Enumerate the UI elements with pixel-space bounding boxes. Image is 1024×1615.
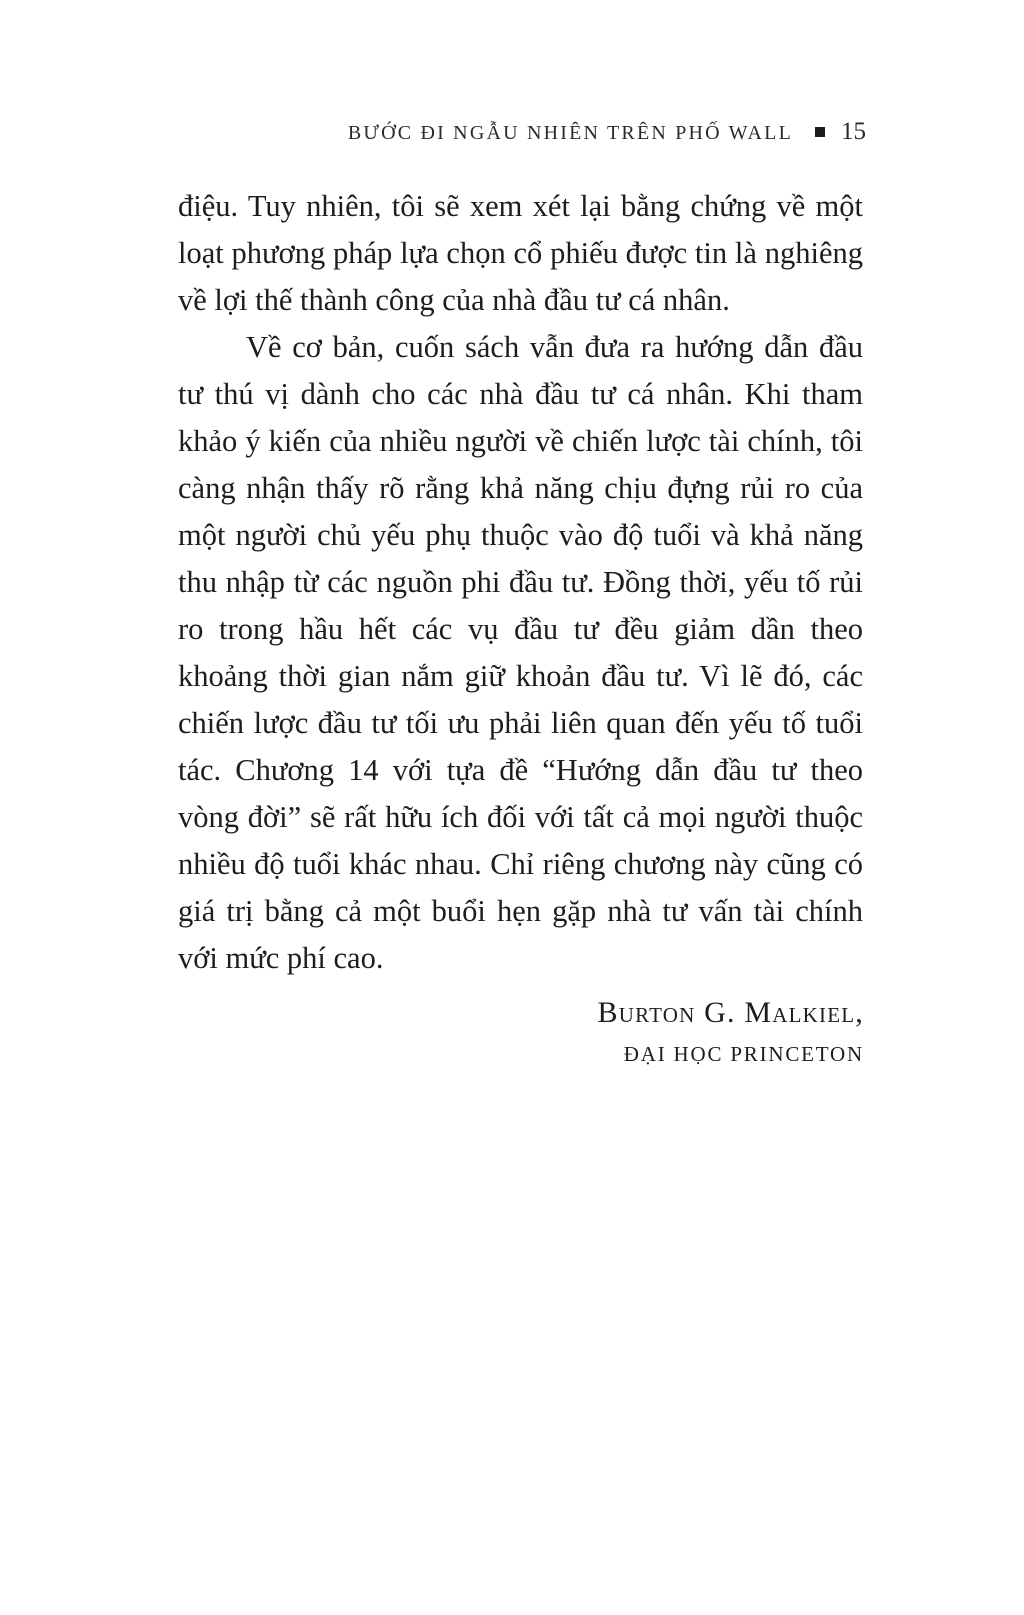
author-affiliation: ĐẠI HỌC PRINCETON xyxy=(623,1042,864,1066)
paragraph: Về cơ bản, cuốn sách vẫn đưa ra hướng dẫn đầu tư thú vị dành cho các nhà đầu tư cá nhân. Khi tham khảo ý kiến của nhiều người về chiến lược tài chính, tôi càng nhận thấy rõ rằng khả năng chịu đựng rủi ro của một người chủ yếu phụ thuộc vào độ tuổi và khả năng thu nhập từ các nguồn phi đầu tư. Đồng thời, yếu tố rủi ro trong hầu hết các vụ đầu tư đều giảm dần theo khoảng thời gian nắm giữ khoản đầu tư. Vì lẽ đó, các chiến lược đầu tư tối ưu phải liên quan đến yếu tố tuổi tác. Chương 14 với tựa đề “Hướng dẫn đầu tư theo vòng đời” sẽ rất hữu ích đối với tất cả mọi người thuộc nhiều độ tuổi khác nhau. Chỉ riêng chương này cũng có giá trị bằng cả một buổi hẹn gặp nhà tư vấn tài chính với mức phí cao. xyxy=(178,330,863,975)
body-text xyxy=(178,183,863,982)
page-number: 15 xyxy=(841,118,866,145)
separator-square-icon xyxy=(815,127,825,137)
author-name: Burton G. Malkiel, xyxy=(597,996,864,1029)
book-title: BƯỚC ĐI NGẪU NHIÊN TRÊN PHỐ WALL xyxy=(347,122,793,144)
running-header xyxy=(348,118,866,146)
signature-block xyxy=(598,992,864,1074)
paragraph-continuation: điệu. Tuy nhiên, tôi sẽ xem xét lại bằng chứng về một loạt phương pháp lựa chọn cổ phiếu được tin là nghiêng về lợi thế thành công của nhà đầu tư cá nhân. xyxy=(178,189,863,317)
